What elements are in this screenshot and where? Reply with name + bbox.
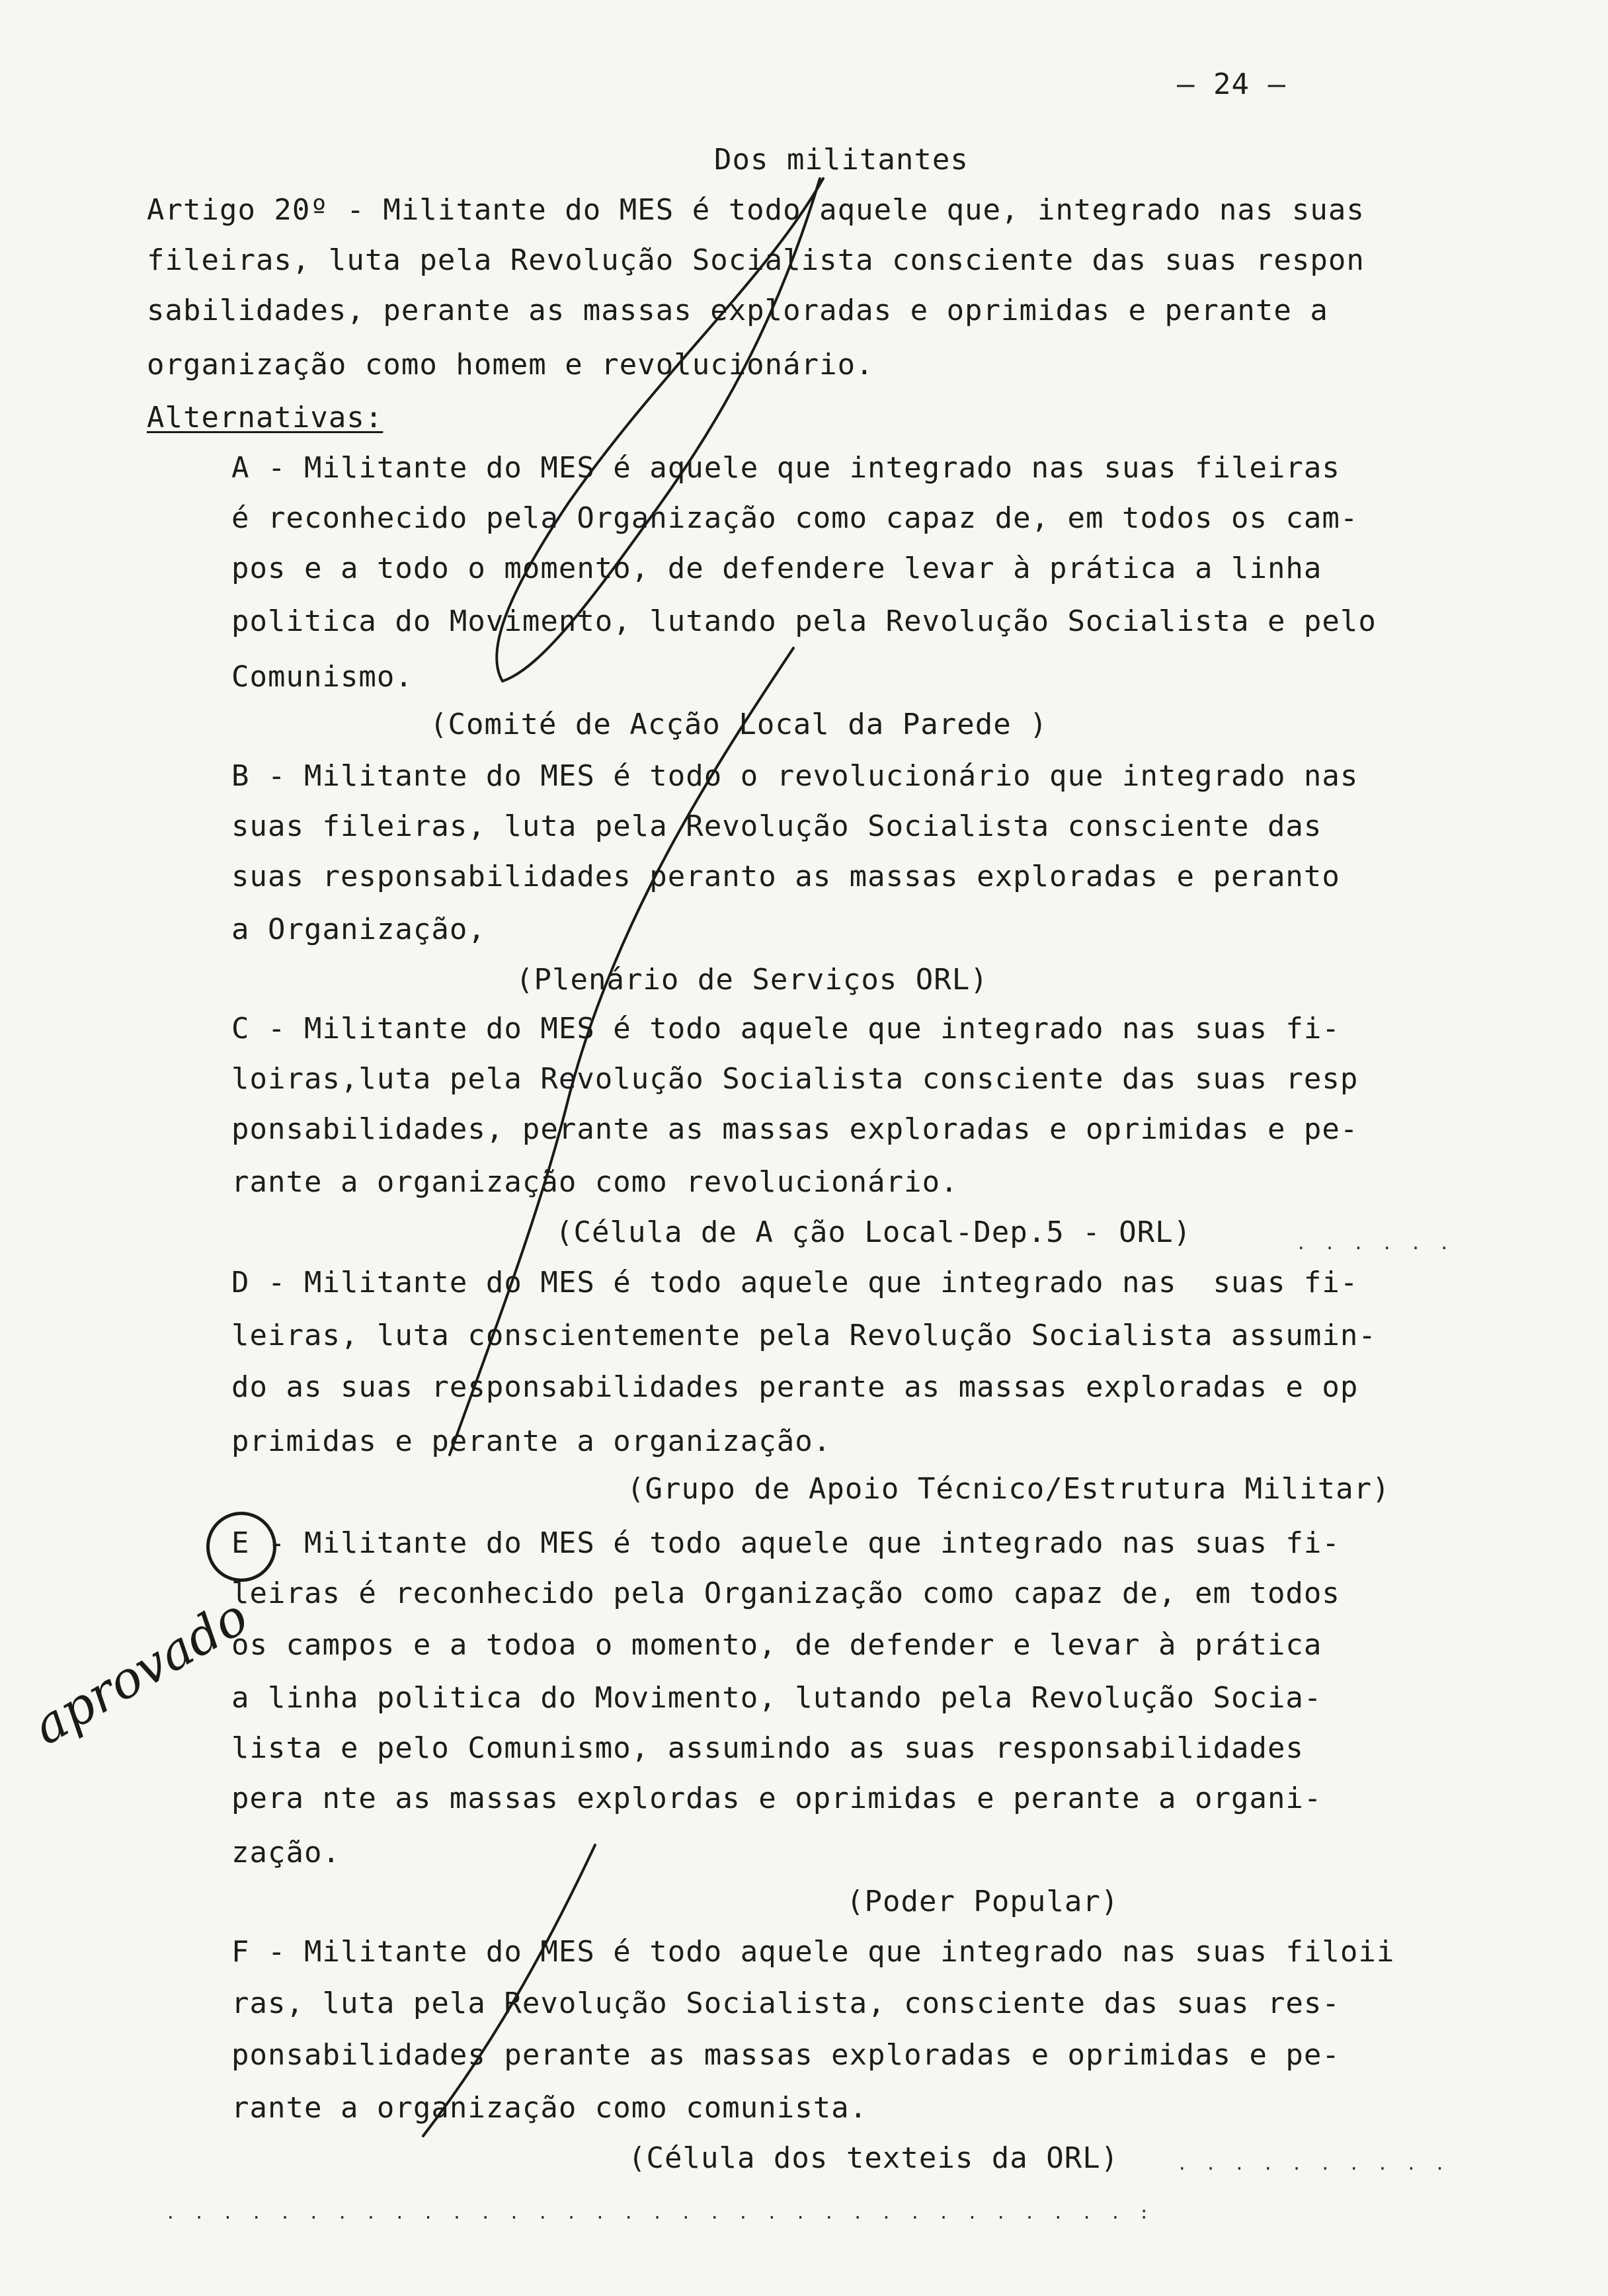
alternative-line: D - Militante do MES é todo aquele que integrado nas suas fi- <box>231 1266 1359 1299</box>
alternative-line: pos e a todo o momento, de defendere levar à prática a linha <box>231 552 1322 585</box>
alternatives-label: Alternativas: <box>147 401 383 434</box>
dotted-filler: . . . . . . . . . . <box>1177 2154 1449 2174</box>
alternative-attribution: (Poder Popular) <box>846 1885 1119 1918</box>
strike-line-upper <box>497 179 823 681</box>
alternative-attribution: (Grupo de Apoio Técnico/Estrutura Militar) <box>627 1472 1390 1506</box>
alternative-line: ponsabilidades, perante as massas exploradas e oprimidas e pe- <box>231 1112 1359 1146</box>
dotted-filler: . . . . . . <box>1296 1234 1454 1254</box>
alternative-line: pera nte as massas explordas e oprimidas e perante a organi- <box>231 1782 1322 1815</box>
alternative-attribution: (Comité de Acção Local da Parede ) <box>430 708 1048 741</box>
alternative-line: politica do Movimento, lutando pela Revolução Socialista e pelo <box>231 604 1377 638</box>
alternative-line: suas responsabilidades peranto as massas exploradas e peranto <box>231 860 1340 893</box>
alternative-line: loiras,luta pela Revolução Socialista consciente das suas resp <box>231 1062 1359 1096</box>
alternative-line: A - Militante do MES é aquele que integrado nas suas fileiras <box>231 451 1340 485</box>
alternative-line: rante a organização como revolucionário. <box>231 1165 959 1199</box>
alternative-line: Comunismo. <box>231 660 413 694</box>
alternative-line: leiras, luta conscientemente pela Revolução Socialista assumin- <box>231 1319 1377 1352</box>
alternative-line: E - Militante do MES é todo aquele que integrado nas suas fi- <box>231 1526 1340 1560</box>
alternative-line: lista e pelo Comunismo, assumindo as suas responsabilidades <box>231 1731 1304 1765</box>
alternative-line: primidas e perante a organização. <box>231 1424 832 1458</box>
alternative-line: leiras é reconhecido pela Organização como capaz de, em todos <box>231 1577 1340 1610</box>
article-line: sabilidades, perante as massas exploradas e oprimidas e perante a <box>147 294 1328 327</box>
alternative-line: do as suas responsabilidades perante as massas exploradas e op <box>231 1370 1359 1404</box>
section-title: Dos militantes <box>714 143 969 177</box>
alternative-attribution: (Célula de A ção Local-Dep.5 - ORL) <box>555 1215 1192 1249</box>
alternative-attribution: (Plenário de Serviços ORL) <box>516 963 988 997</box>
alternative-line: a Organização, <box>231 913 486 946</box>
alternative-line: C - Militante do MES é todo aquele que integrado nas suas fi- <box>231 1012 1340 1046</box>
article-line: Artigo 20º - Militante do MES é todo aquele que, integrado nas suas <box>147 193 1365 227</box>
page-number: – 24 – <box>1177 67 1286 101</box>
alternative-attribution: (Célula dos texteis da ORL) <box>628 2141 1119 2175</box>
article-line: fileiras, luta pela Revolução Socialista consciente das suas respon <box>147 243 1365 277</box>
alternative-line: é reconhecido pela Organização como capaz de, em todos os cam- <box>231 501 1359 535</box>
alternative-line: B - Militante do MES é todo o revolucionário que integrado nas <box>231 759 1359 793</box>
handwritten-note: aprovado <box>22 1586 258 1756</box>
alternative-line: ponsabilidades perante as massas exploradas e oprimidas e pe- <box>231 2038 1340 2072</box>
article-line: organização como homem e revolucionário. <box>147 348 874 382</box>
alternative-line: os campos e a todoa o momento, de defender e levar à prática <box>231 1628 1322 1662</box>
alternative-line: suas fileiras, luta pela Revolução Socialista consciente das <box>231 809 1322 843</box>
alternative-line: a linha politica do Movimento, lutando pela Revolução Socia- <box>231 1681 1322 1715</box>
alternative-line: rante a organização como comunista. <box>231 2091 868 2125</box>
strike-line-lower <box>423 1845 595 2136</box>
strike-line-middle <box>450 648 793 1455</box>
alternative-line: F - Militante do MES é todo aquele que integrado nas suas filoii <box>231 1935 1395 1969</box>
alternative-line: zação. <box>231 1836 341 1869</box>
dotted-filler: . . . . . . . . . . . . . . . . . . . . . . . . . . . . . . . . . . : <box>165 2203 1154 2223</box>
alternative-line: ras, luta pela Revolução Socialista, consciente das suas res- <box>231 1987 1340 2020</box>
